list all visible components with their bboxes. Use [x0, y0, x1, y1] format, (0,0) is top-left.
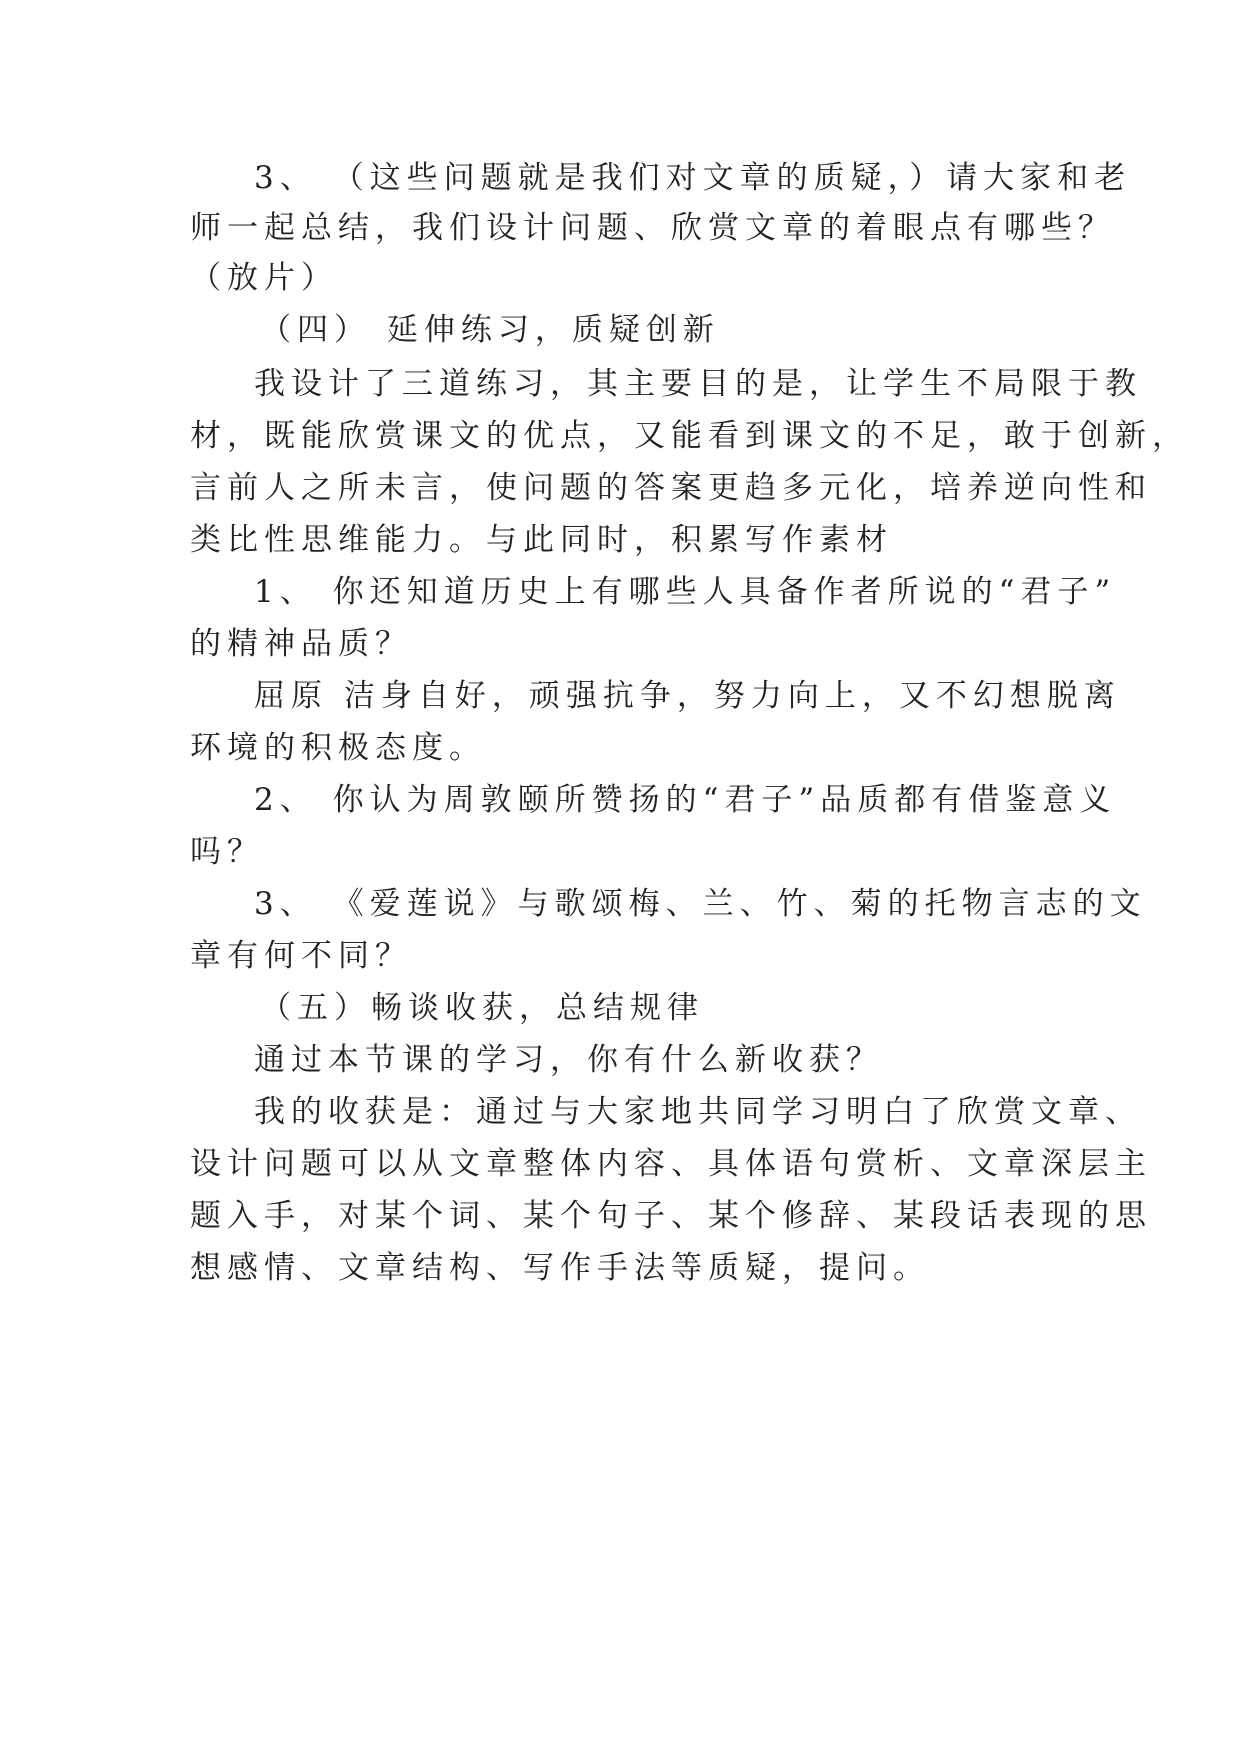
- section-heading: （四） 延伸练习，质疑创新: [260, 312, 720, 348]
- paragraph-line: 通过本节课的学习，你有什么新收获？: [254, 1042, 883, 1078]
- paragraph-line: 2、 你认为周敦颐所赞扬的“君子”品质都有借鉴意义: [254, 782, 1117, 818]
- paragraph-line: 3、 （这些问题就是我们对文章的质疑，）请大家和老: [254, 160, 1132, 196]
- section-heading: （五）畅谈收获，总结规律: [260, 990, 704, 1026]
- paragraph-line: 1、 你还知道历史上有哪些人具备作者所说的“君子”: [254, 574, 1117, 610]
- paragraph-line: 题入手，对某个词、某个句子、某个修辞、某段话表现的思: [190, 1198, 1152, 1234]
- paragraph-line: 我的收获是：通过与大家地共同学习明白了欣赏文章、: [254, 1094, 1142, 1130]
- paragraph-line: 环境的积极态度。: [190, 730, 486, 766]
- paragraph-line: 章有何不同？: [190, 938, 412, 974]
- paragraph-line: 屈原 洁身自好，顽强抗争，努力向上，又不幻想脱离: [254, 678, 1121, 714]
- paragraph-line: 材，既能欣赏课文的优点，又能看到课文的不足，敢于创新，: [190, 418, 1189, 454]
- paragraph-line: 设计问题可以从文章整体内容、具体语句赏析、文章深层主: [190, 1146, 1152, 1182]
- paragraph-line: 3、 《爱莲说》与歌颂梅、兰、竹、菊的托物言志的文: [254, 886, 1147, 922]
- paragraph-line: 类比性思维能力。与此同时，积累写作素材: [190, 522, 893, 558]
- paragraph-line: （放片）: [190, 260, 338, 296]
- paragraph-line: 的精神品质？: [190, 626, 412, 662]
- paragraph-line: 想感情、文章结构、写作手法等质疑，提问。: [190, 1250, 930, 1286]
- paragraph-line: 言前人之所未言，使问题的答案更趋多元化，培养逆向性和: [190, 470, 1152, 506]
- paragraph-line: 师一起总结，我们设计问题、欣赏文章的着眼点有哪些？: [190, 210, 1115, 246]
- paragraph-line: 吗？: [190, 834, 264, 870]
- paragraph-line: 我设计了三道练习，其主要目的是，让学生不局限于教: [254, 366, 1142, 402]
